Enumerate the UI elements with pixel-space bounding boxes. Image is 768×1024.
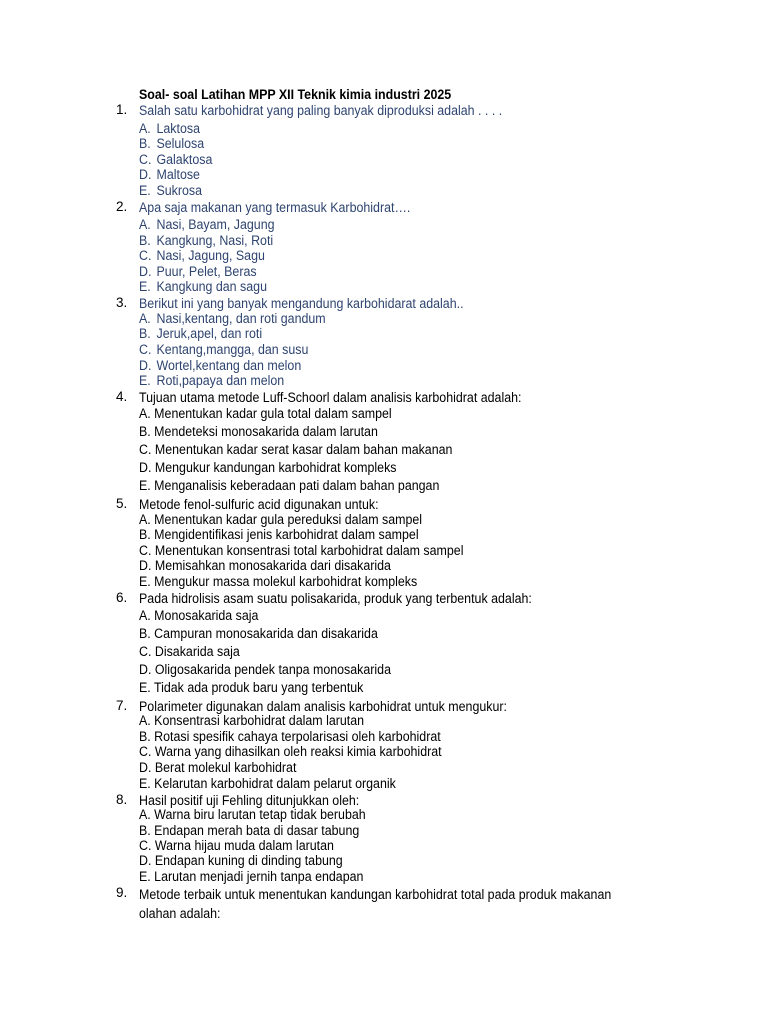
option-item: D. Oligosakarida pendek tanpa monosakarida xyxy=(139,662,392,677)
option-item: D. Endapan kuning di dinding tabung xyxy=(139,853,343,868)
option-item: E. Tidak ada produk baru yang terbentuk xyxy=(139,680,364,695)
option-item: A. Warna biru larutan tetap tidak berubah xyxy=(139,807,366,822)
option-item: B. Mendeteksi monosakarida dalam larutan xyxy=(139,424,378,439)
option-text: Kangkung dan sagu xyxy=(156,279,267,294)
option-item xyxy=(139,342,308,357)
option-item xyxy=(139,326,262,341)
option-letter: A. xyxy=(139,217,151,232)
option-letter: E. xyxy=(139,279,151,294)
option-item: A. Konsentrasi karbohidrat dalam larutan xyxy=(139,713,365,728)
option-item: C. Menentukan konsentrasi total karbohidrat dalam sampel xyxy=(139,543,464,558)
question-number: 7. xyxy=(116,698,128,713)
option-item: C. Disakarida saja xyxy=(139,644,240,659)
option-text: Galaktosa xyxy=(156,152,213,167)
option-item: D. Memisahkan monosakarida dari disakarida xyxy=(139,558,391,573)
question-number: 8. xyxy=(116,792,128,807)
option-text: Nasi,kentang, dan roti gandum xyxy=(156,311,326,326)
option-item: E. Menganalisis keberadaan pati dalam bahan pangan xyxy=(139,478,440,493)
option-letter: C. xyxy=(139,342,152,357)
question-number: 4. xyxy=(116,389,128,404)
question-text: Polarimeter digunakan dalam analisis karbohidrat untuk mengukur: xyxy=(139,699,507,714)
option-text: Maltose xyxy=(156,167,200,182)
option-letter: C. xyxy=(139,152,152,167)
option-item: C. Warna hijau muda dalam larutan xyxy=(139,838,334,853)
option-letter: D. xyxy=(139,358,152,373)
option-text: Nasi, Bayam, Jagung xyxy=(156,217,275,232)
option-item xyxy=(139,121,200,136)
option-item xyxy=(139,264,257,279)
option-item: B. Campuran monosakarida dan disakarida xyxy=(139,626,378,641)
option-item: B. Endapan merah bata di dasar tabung xyxy=(139,823,360,838)
option-text: Puur, Pelet, Beras xyxy=(156,264,257,279)
option-item xyxy=(139,183,202,198)
option-item: E. Mengukur massa molekul karbohidrat kompleks xyxy=(139,574,418,589)
question-number: 5. xyxy=(116,496,128,511)
option-item: B. Mengidentifikasi jenis karbohidrat dalam sampel xyxy=(139,527,419,542)
option-item: D. Mengukur kandungan karbohidrat kompleks xyxy=(139,460,397,475)
option-letter: E. xyxy=(139,183,151,198)
option-letter: E. xyxy=(139,373,151,388)
option-letter: D. xyxy=(139,167,152,182)
option-letter: A. xyxy=(139,311,151,326)
option-text: Sukrosa xyxy=(156,183,203,198)
option-item: C. Warna yang dihasilkan oleh reaksi kimia karbohidrat xyxy=(139,744,442,759)
option-letter: B. xyxy=(139,136,151,151)
page-title: Soal- soal Latihan MPP XII Teknik kimia industri 2025 xyxy=(139,87,452,102)
question-text: Tujuan utama metode Luff-Schoorl dalam analisis karbohidrat adalah: xyxy=(139,390,522,405)
question-number: 9. xyxy=(116,885,128,900)
option-item: B. Rotasi spesifik cahaya terpolarisasi oleh karbohidrat xyxy=(139,729,441,744)
question-text: Metode fenol-sulfuric acid digunakan untuk: xyxy=(139,497,379,512)
question-text: Apa saja makanan yang termasuk Karbohidrat…. xyxy=(139,200,411,215)
question-number: 1. xyxy=(116,102,128,117)
option-text: Selulosa xyxy=(156,136,205,151)
option-letter: B. xyxy=(139,326,151,341)
option-item: E. Kelarutan karbohidrat dalam pelarut organik xyxy=(139,776,396,791)
option-text: Kentang,mangga, dan susu xyxy=(156,342,309,357)
option-text: Laktosa xyxy=(156,121,200,136)
question-number: 3. xyxy=(116,295,128,310)
question-number: 2. xyxy=(116,199,128,214)
option-letter: C. xyxy=(139,248,152,263)
question-text: Berikut ini yang banyak mengandung karbohidarat adalah.. xyxy=(139,296,464,311)
option-item: A. Menentukan kadar gula total dalam sampel xyxy=(139,406,392,421)
option-item xyxy=(139,136,204,151)
option-item xyxy=(139,311,326,326)
option-item xyxy=(139,373,284,388)
option-text: Wortel,kentang dan melon xyxy=(156,358,302,373)
option-item xyxy=(139,233,273,248)
option-text: Nasi, Jagung, Sagu xyxy=(156,248,265,263)
option-item: A. Monosakarida saja xyxy=(139,608,259,623)
question-number: 6. xyxy=(116,590,128,605)
option-item xyxy=(139,279,267,294)
option-letter: A. xyxy=(139,121,151,136)
option-item xyxy=(139,167,200,182)
option-letter: B. xyxy=(139,233,151,248)
option-item: A. Menentukan kadar gula pereduksi dalam sampel xyxy=(139,512,423,527)
option-item: D. Berat molekul karbohidrat xyxy=(139,760,297,775)
option-text: Roti,papaya dan melon xyxy=(156,373,285,388)
question-text: Metode terbaik untuk menentukan kandungan karbohidrat total pada produk makanan olahan adalah: xyxy=(139,887,612,921)
option-item xyxy=(139,358,301,373)
question-text: Pada hidrolisis asam suatu polisakarida, produk yang terbentuk adalah: xyxy=(139,591,532,606)
option-text: Kangkung, Nasi, Roti xyxy=(156,233,274,248)
option-item xyxy=(139,248,265,263)
option-item xyxy=(139,152,212,167)
option-item: E. Larutan menjadi jernih tanpa endapan xyxy=(139,869,364,884)
option-item xyxy=(139,217,275,232)
question-text: Hasil positif uji Fehling ditunjukkan oleh: xyxy=(139,793,360,808)
option-letter: D. xyxy=(139,264,152,279)
option-item: C. Menentukan kadar serat kasar dalam bahan makanan xyxy=(139,442,453,457)
option-text: Jeruk,apel, dan roti xyxy=(156,326,263,341)
question-text: Salah satu karbohidrat yang paling banyak diproduksi adalah . . . . xyxy=(139,103,503,118)
